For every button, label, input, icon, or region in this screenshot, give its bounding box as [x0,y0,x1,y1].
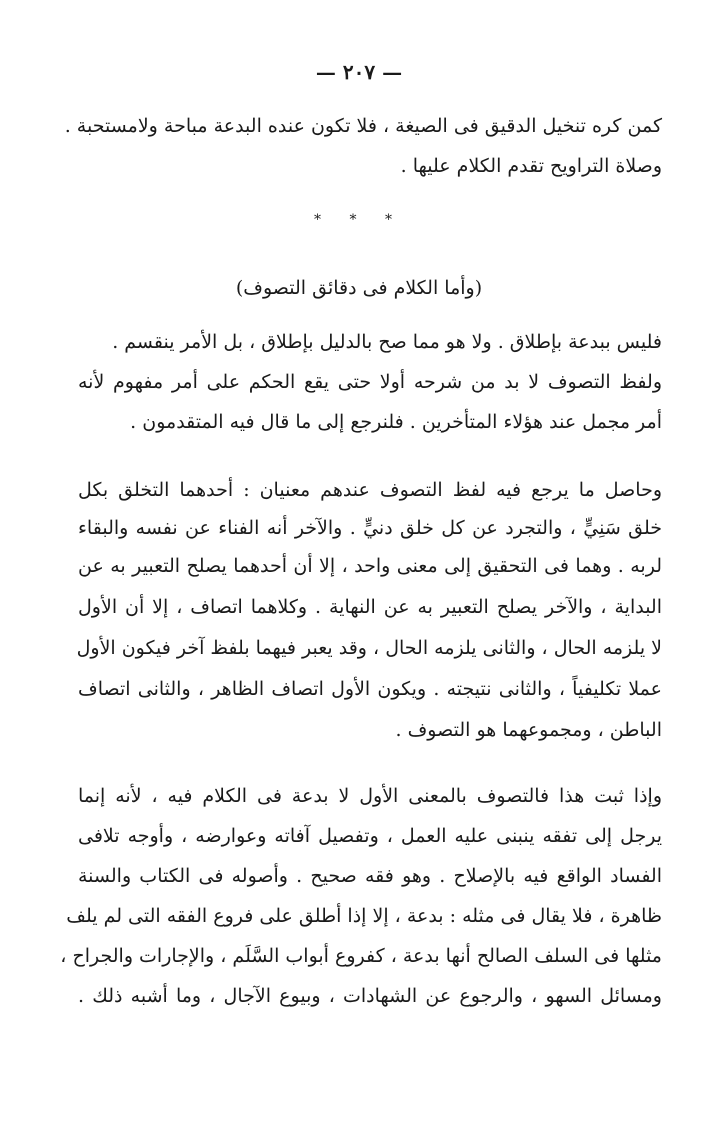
section-divider: * * * [314,212,404,228]
text-line: وحاصل ما يرجع فيه لفظ التصوف عندهم معنيان : أحدهما التخلق بكل [78,479,662,501]
text-line: فليس ببدعة بإطلاق . ولا هو مما صح بالدليل بإطلاق ، بل الأمر ينقسم . [112,331,662,353]
text-line: خلق سَنِيٍّ ، والتجرد عن كل خلق دنيٍّ . والآخر أنه الفناء عن نفسه والبقاء [78,517,662,539]
text-line: ومسائل السهو ، والرجوع عن الشهادات ، وبيوع الآجال ، وما أشبه ذلك . [78,985,662,1007]
text-line: لربه . وهما فى التحقيق إلى معنى واحد ، إلا أن أحدهما يصلح التعبير به عن [78,555,662,577]
text-line: كمن كره تنخيل الدقيق فى الصيغة ، فلا تكون عنده البدعة مباحة ولامستحبة . [64,115,662,137]
text-line: البداية ، والآخر يصلح التعبير به عن النهاية . وكلاهما اتصاف ، إلا أن الأول [78,596,662,618]
text-line: ولفظ التصوف لا بد من شرحه أولا حتى يقع الحكم على أمر مفهوم لأنه [78,371,662,393]
text-line: الفساد الواقع فيه بالإصلاح . وهو فقه صحيح . وأصوله فى الكتاب والسنة [78,865,662,887]
text-line: لا يلزمه الحال ، والثانى يلزمه الحال ، وقد يعبر فيهما بلفظ آخر فيكون الأول [76,637,662,659]
text-line: أمر مجمل عند هؤلاء المتأخرين . فلنرجع إلى ما قال فيه المتقدمون . [130,411,662,433]
text-line: عملا تكليفياً ، والثانى نتيجته . ويكون الأول اتصاف الظاهر ، والثانى اتصاف [78,678,662,700]
text-line: مثلها فى السلف الصالح أنها بدعة ، كفروع أبواب السَّلَم ، والإجارات والجراح ، [60,945,662,967]
page-number: — ٢٠٧ — [315,60,403,84]
text-line: الباطن ، ومجموعهما هو التصوف . [395,719,662,741]
text-line: وإذا ثبت هذا فالتصوف بالمعنى الأول لا بدعة فى الكلام فيه ، لأنه إنما [78,785,662,807]
text-line: ظاهرة ، فلا يقال فى مثله : بدعة ، إلا إذا أطلق على فروع الفقه التى لم يلف [66,905,662,927]
text-line: يرجل إلى تفقه ينبنى عليه العمل ، وتفصيل آفاته وعوارضه ، وأوجه تلافى [78,825,662,847]
section-heading: (وأما الكلام فى دقائق التصوف) [235,277,483,299]
text-line: وصلاة التراويح تقدم الكلام عليها . [400,155,662,177]
